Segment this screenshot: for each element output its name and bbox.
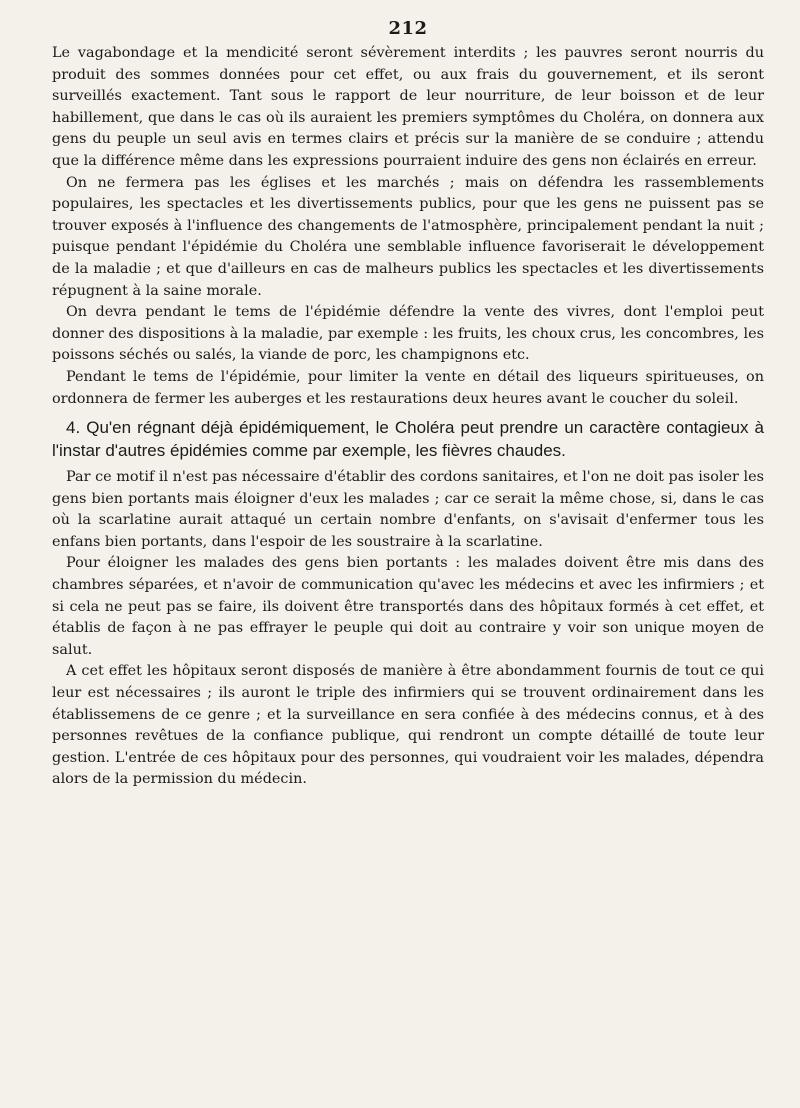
paragraph-liqueurs: Pendant le tems de l'épidémie, pour limiter la vente en détail des liqueurs spiritueuses, on ordonnera de fermer les auberges et les restaurations deux heures avant le coucher du soleil. — [52, 368, 764, 407]
section-heading-contagion: 4. Qu'en régnant déjà épidémiquement, le Choléra peut prendre un caractère contagieux à l'instar d'autres épidémies comme par exemple, les fièvres chaudes. — [52, 418, 764, 461]
paragraph-vagabondage: Le vagabondage et la mendicité seront sévèrement interdits ; les pauvres seront nourris du produit des sommes données pour cet effet, ou aux frais du gouvernement, et ils seront surveillés exactement. Tant sous le rapport de leur nourriture, de leur boisson et de leur habillement, que dans le cas où ils auraient les premiers symptômes du Choléra, on donnera aux gens du peuple un seul avis en termes clairs et précis sur la manière de se conduire ; attendu que la différence même dans les expressions pourraient induire des gens non éclairés en erreur. — [52, 45, 764, 169]
paragraph-vivres: On devra pendant le tems de l'épidémie défendre la vente des vivres, dont l'emploi peut donner des dispositions à la maladie, par exemple : les fruits, les choux crus, les concombres, les poissons séchés ou salés, la viande de porc, les champignons etc. — [52, 304, 764, 364]
paragraph-cordons-sanitaires: Par ce motif il n'est pas nécessaire d'établir des cordons sanitaires, et l'on ne doit pas isoler les gens bien portants mais éloigner d'eux les malades ; car ce serait la même chose, si, dans le cas où la scarlatine aurait attaqué un certain nombre d'enfants, on s'avisait d'enfermer tous les enfans bien portants, dans l'espoir de les soustraire à la scarlatine. — [52, 469, 764, 550]
paragraph-eloigner-malades: Pour éloigner les malades des gens bien portants : les malades doivent être mis dans des chambres séparées, et n'avoir de communication qu'avec les médecins et avec les infirmiers ; et si cela ne peut pas se faire, ils doivent être transportés dans des hôpitaux formés à cet effet, et établis de façon à ne pas effrayer le peuple qui doit au contraire y voir son unique moyen de salut. — [52, 555, 764, 658]
paragraph-hopitaux: A cet effet les hôpitaux seront disposés de manière à être abondamment fournis de tout ce qui leur est nécessaires ; ils auront le triple des infirmiers qui se trouvent ordinairement dans les établissemens de ce genre ; et la surveillance en sera confiée à des médecins connus, et à des personnes revêtues de la confiance publique, qui rendront un compte détaillé de toute leur gestion. L'entrée de ces hôpitaux pour des personnes, qui voudraient voir les malades, dépendra alors de la permission du médecin. — [52, 663, 764, 788]
book-page — [52, 18, 764, 791]
paragraph-rassemblements: On ne fermera pas les églises et les marchés ; mais on défendra les rassemblements populaires, les spectacles et les divertissements publics, pour que les gens ne puissent pas se trouver exposés à l'influence des changements de l'atmosphère, principalement pendant la nuit ; puisque pendant l'épidémie du Choléra une semblable influence favoriserait le développement de la maladie ; et que d'ailleurs en cas de malheurs publics les spectacles et les divertissements répugnent à la saine morale. — [52, 174, 764, 299]
page-number: 212 — [388, 18, 428, 39]
